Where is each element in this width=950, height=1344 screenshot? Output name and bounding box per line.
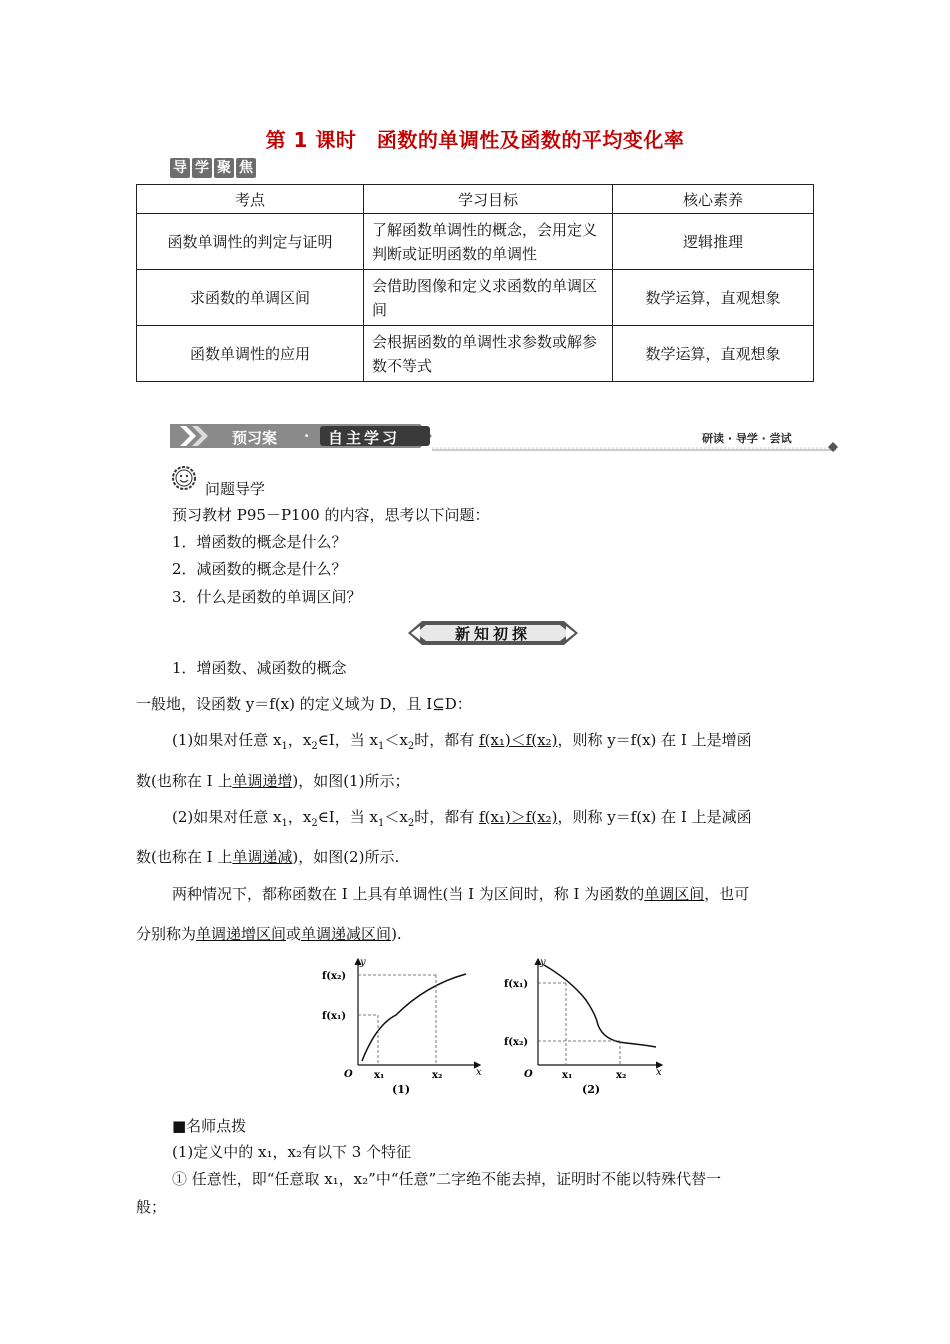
- text: )，如图(1)所示；: [292, 772, 410, 790]
- table-header-row: [137, 185, 814, 214]
- tips-line: ① 任意性，即“任意取 x₁，x₂”中“任意”二字绝不能去掉，证明时不能以特殊代替一: [172, 1170, 722, 1188]
- concept-line: 一般地，设函数 y＝f(x) 的定义域为 D，且 I⊆D：: [136, 695, 472, 713]
- table-cell: 函数单调性的判定与证明: [137, 214, 364, 270]
- text: ＜x: [384, 731, 408, 749]
- text: 2: [407, 818, 415, 829]
- text: 时，都有: [414, 731, 479, 749]
- table-cell: 了解函数单调性的概念，会用定义判断或证明函数的单调性: [364, 214, 613, 270]
- x2-label: x₂: [432, 1070, 443, 1081]
- figure-caption: (2): [582, 1083, 601, 1095]
- text: 1: [377, 818, 385, 829]
- text: ，则称 y＝f(x) 在 I 上是减函: [557, 808, 752, 826]
- y-axis-label: y: [540, 957, 546, 968]
- figure-decreasing-function: [500, 955, 670, 1095]
- concept-paragraph-1: [172, 729, 822, 758]
- x2-label: x₂: [616, 1070, 627, 1081]
- origin-label: O: [524, 1069, 533, 1080]
- new-knowledge-pill: [408, 620, 578, 646]
- underlined-answer: 单调递减区间: [301, 925, 392, 943]
- objectives-table: [136, 184, 814, 382]
- text: 时，都有: [414, 808, 479, 826]
- concept-heading: 1．增函数、减函数的概念: [172, 659, 347, 677]
- underlined-answer: f(x₁)＜f(x₂): [478, 731, 558, 749]
- underlined-answer: 单调递减: [232, 848, 293, 866]
- text: ∈I，当 x: [317, 731, 378, 749]
- table-row: [137, 214, 814, 270]
- text: 2: [311, 741, 318, 752]
- text: ，也可: [704, 885, 750, 903]
- concept-paragraph-2: [172, 806, 822, 835]
- x1-label: x₁: [374, 1070, 385, 1081]
- fx1-label: f(x₁): [322, 1011, 347, 1022]
- y-axis-label: y: [360, 957, 366, 968]
- underlined-answer: 单调递增: [232, 772, 293, 790]
- table-row: [137, 326, 814, 382]
- tips-heading: ■名师点拨: [172, 1117, 247, 1135]
- tips-line: 般；: [136, 1198, 167, 1216]
- underlined-answer: 单调区间: [644, 885, 705, 903]
- guide-intro: 预习教材 P95－P100 的内容，思考以下问题：: [172, 506, 490, 524]
- table-cell: 数学运算，直观想象: [613, 270, 814, 326]
- badge-char: 焦: [236, 158, 256, 178]
- text: 或: [286, 925, 302, 943]
- text: 1: [281, 818, 288, 829]
- fx2-label: f(x₂): [504, 1037, 529, 1048]
- section-badge: [170, 158, 256, 178]
- table-cell: 求函数的单调区间: [137, 270, 364, 326]
- text: ).: [391, 925, 402, 943]
- figure-caption: (1): [392, 1083, 411, 1095]
- concept-paragraph-1b: [136, 770, 816, 792]
- text: 1: [377, 741, 385, 752]
- smiley-icon: [172, 466, 196, 490]
- guide-heading: 问题导学: [205, 480, 266, 498]
- column-header: 核心素养: [613, 185, 814, 214]
- banner-tag: 研读 · 导学 · 尝试: [702, 432, 792, 445]
- pill-label: 新知初探: [454, 625, 531, 643]
- underlined-answer: f(x₁)＞f(x₂): [478, 808, 558, 826]
- table-cell: 函数单调性的应用: [137, 326, 364, 382]
- figure-increasing-function: [316, 955, 486, 1095]
- underlined-answer: 单调递增区间: [196, 925, 287, 943]
- text: ∈I，当 x: [317, 808, 378, 826]
- banner-right: 自主学习: [328, 429, 401, 447]
- page-title: 第 1 课时 函数的单调性及函数的平均变化率: [265, 128, 685, 152]
- decreasing-curve: [544, 965, 656, 1047]
- text: 数(也称在 I 上: [136, 772, 233, 790]
- concept-paragraph-2b: [136, 846, 816, 868]
- text: ，则称 y＝f(x) 在 I 上是增函: [557, 731, 752, 749]
- origin-label: O: [344, 1069, 353, 1080]
- badge-char: 导: [170, 158, 190, 178]
- text: ，x: [287, 808, 312, 826]
- text: )，如图(2)所示.: [292, 848, 400, 866]
- preview-banner: [170, 420, 840, 452]
- x1-label: x₁: [562, 1070, 573, 1081]
- fx2-label: f(x₂): [322, 971, 347, 982]
- banner-dot: ·: [304, 427, 310, 445]
- concept-paragraph-3: [172, 883, 822, 905]
- text: 1: [281, 741, 288, 752]
- text: (2)如果对任意 x: [172, 808, 282, 826]
- concept-paragraph-3b: [136, 923, 816, 945]
- x-axis-label: x: [476, 1067, 482, 1078]
- guide-question: 3．什么是函数的单调区间？: [172, 588, 362, 606]
- tips-line: (1)定义中的 x₁，x₂有以下 3 个特征: [172, 1143, 412, 1161]
- text: 两种情况下，都称函数在 I 上具有单调性(当 I 为区间时，称 I 为函数的: [172, 885, 645, 903]
- text: (1)如果对任意 x: [172, 731, 282, 749]
- table-cell: 会借助图像和定义求函数的单调区间: [364, 270, 613, 326]
- table-row: [137, 270, 814, 326]
- text: 2: [407, 741, 415, 752]
- column-header: 考点: [137, 185, 364, 214]
- fx1-label: f(x₁): [504, 979, 529, 990]
- guide-question: 1．增函数的概念是什么？: [172, 533, 347, 551]
- text: 分别称为: [136, 925, 197, 943]
- guide-question: 2．减函数的概念是什么？: [172, 560, 347, 578]
- text: 数(也称在 I 上: [136, 848, 233, 866]
- text: ＜x: [384, 808, 408, 826]
- table-cell: 数学运算，直观想象: [613, 326, 814, 382]
- badge-char: 聚: [214, 158, 234, 178]
- column-header: 学习目标: [364, 185, 613, 214]
- text: ，x: [287, 731, 312, 749]
- badge-char: 学: [192, 158, 212, 178]
- banner-left: 预习案: [232, 429, 278, 447]
- text: 2: [311, 818, 318, 829]
- table-cell: 会根据函数的单调性求参数或解参数不等式: [364, 326, 613, 382]
- x-axis-label: x: [656, 1067, 662, 1078]
- table-cell: 逻辑推理: [613, 214, 814, 270]
